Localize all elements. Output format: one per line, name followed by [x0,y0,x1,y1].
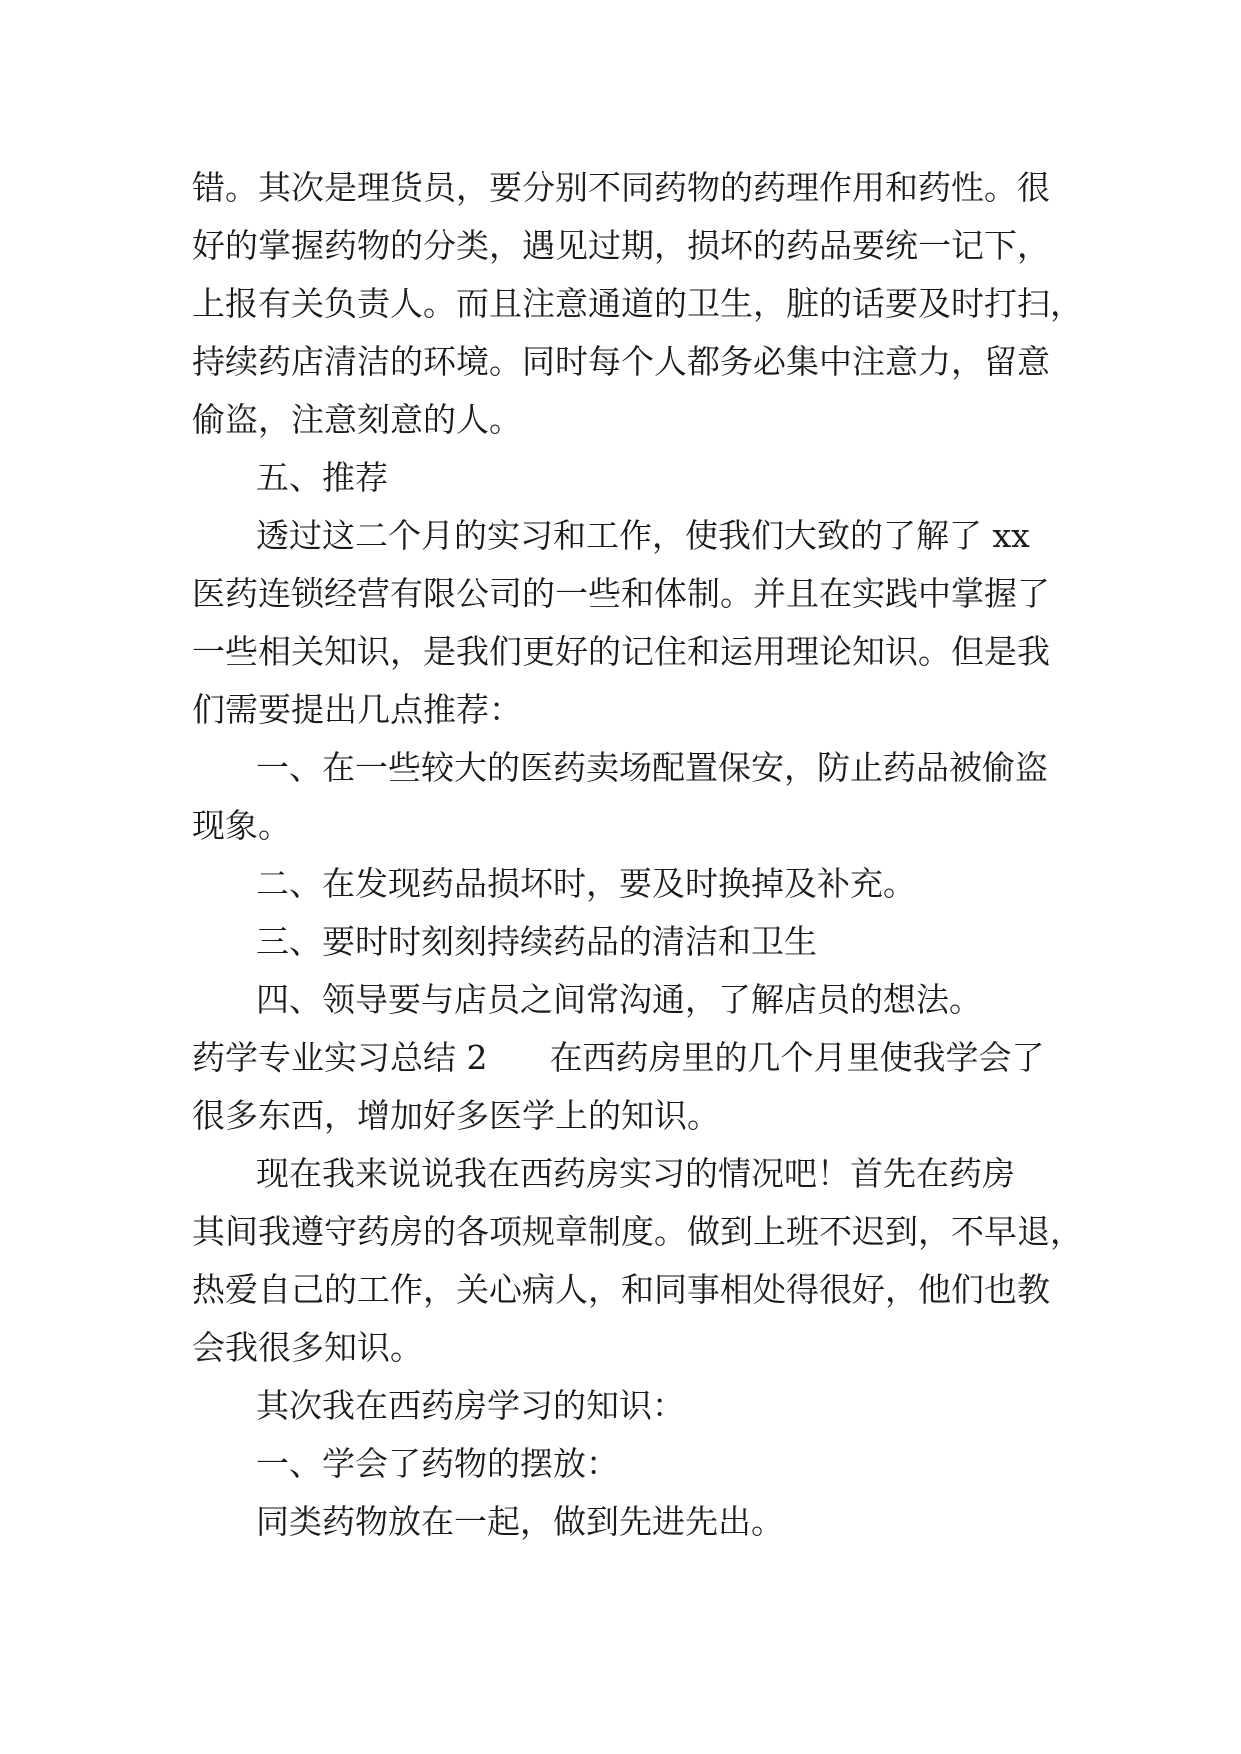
list-item: 二、在发现药品损坏时，要及时换掉及补充。 [256,864,916,903]
text-line: 持续药店清洁的环境。同时每个人都务必集中注意力，留意 [192,342,1050,381]
title-line [192,1037,1045,1079]
list-item: 三、要时时刻刻持续药品的清洁和卫生 [256,922,817,961]
text-line: 在西药房里的几个月里使我学会了 [549,1038,1045,1077]
text-line: 错。其次是理货员，要分别不同药物的药理作用和药性。很 [192,168,1050,207]
list-item: 一、在一些较大的医药卖场配置保安，防止药品被偷盗 [256,748,1048,787]
text-line: 其次我在西药房学习的知识： [256,1386,685,1425]
text-line: 们需要提出几点推荐： [192,690,522,729]
text-line: 其间我遵守药房的各项规章制度。做到上班不迟到，不早退， [192,1212,1083,1251]
text-line: 热爱自己的工作，关心病人，和同事相处得很好，他们也教 [192,1270,1050,1309]
text-line: 好的掌握药物的分类，遇见过期，损坏的药品要统一记下， [192,226,1050,265]
text-line: 现象。 [192,806,291,845]
text-line: 同类药物放在一起，做到先进先出。 [256,1502,784,1541]
text-line: 医药连锁经营有限公司的一些和体制。并且在实践中掌握了 [192,574,1050,613]
text-line: 上报有关负责人。而且注意通道的卫生，脏的话要及时打扫， [192,284,1083,323]
document-title: 药学专业实习总结 2 [192,1038,488,1077]
list-item: 四、领导要与店员之间常沟通，了解店员的想法。 [256,980,982,1019]
text-line: 透过这二个月的实习和工作，使我们大致的了解了 xx [256,516,1030,555]
section-heading: 五、推荐 [256,458,388,497]
text-line: 偷盗，注意刻意的人。 [192,400,522,439]
text-line: 一些相关知识，是我们更好的记住和运用理论知识。但是我 [192,632,1050,671]
text-line: 很多东西，增加好多医学上的知识。 [192,1096,720,1135]
text-line: 现在我来说说我在西药房实习的情况吧！首先在药房 [256,1154,1015,1193]
list-item: 一、学会了药物的摆放： [256,1444,619,1483]
text-line: 会我很多知识。 [192,1328,423,1367]
